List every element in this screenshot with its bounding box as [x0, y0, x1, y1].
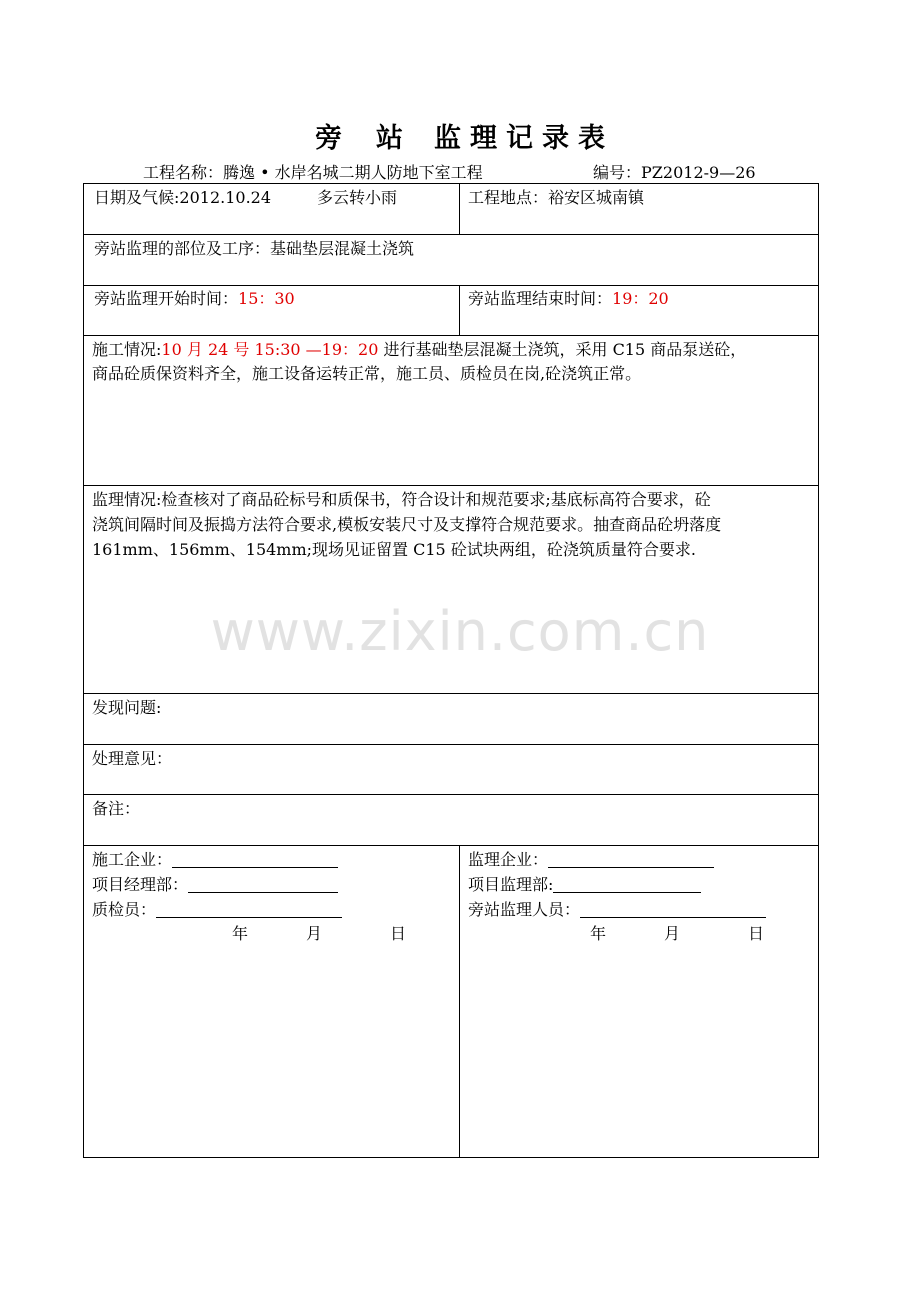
- end-time-label: 旁站监理结束时间：: [468, 289, 613, 308]
- title-char: 记: [506, 123, 533, 154]
- record-number: [593, 160, 756, 183]
- supervision-text: 检查核对了商品砼标号和质保书，符合设计和规范要求;基底标高符合要求，砼: [161, 490, 711, 509]
- supervision-label: 监理情况:: [92, 490, 162, 509]
- date-value: 2012.10.24: [179, 188, 272, 207]
- record-number-value: PZ2012-9—26: [641, 163, 756, 182]
- year-label: 年: [232, 924, 249, 943]
- watermark: www.zixin.com.cn: [210, 600, 710, 663]
- project-name-label: 工程名称：: [143, 163, 224, 182]
- column-divider: [459, 845, 460, 1158]
- signature-line[interactable]: [580, 899, 766, 918]
- problems-label: 发现问题:: [92, 698, 162, 717]
- quality-inspector-label: 质检员：: [92, 900, 157, 919]
- table-divider: [84, 335, 818, 336]
- record-number-label: 编号：: [593, 163, 642, 182]
- title-char: 监: [434, 123, 461, 154]
- month-label: 月: [306, 924, 323, 943]
- day-label: 日: [748, 924, 765, 943]
- site-supervisor-label: 旁站监理人员：: [468, 900, 581, 919]
- project-supervision-dept-label: 项目监理部:: [468, 875, 554, 894]
- table-divider: [84, 744, 818, 745]
- table-divider: [84, 485, 818, 486]
- signature-line[interactable]: [188, 874, 338, 893]
- project-location: [468, 185, 644, 211]
- supervision-part-label: 旁站监理的部位及工序：: [94, 239, 271, 258]
- left-date: [232, 921, 406, 944]
- signature-line[interactable]: [548, 849, 714, 868]
- day-label: 日: [390, 924, 407, 943]
- title-char: 表: [578, 123, 605, 154]
- supervision-line-1: [92, 487, 711, 513]
- table-divider: [84, 794, 818, 795]
- record-table: [83, 183, 819, 1158]
- project-name-value: 腾逸 • 水岸名城二期人防地下室工程: [223, 163, 483, 182]
- supervision-part-value: 基础垫层混凝土浇筑: [270, 239, 415, 258]
- location-label: 工程地点：: [468, 188, 549, 207]
- project-supervision-dept: [468, 872, 701, 898]
- title-char: 站: [376, 123, 403, 154]
- start-time-value: 15：30: [238, 289, 295, 308]
- start-time: [94, 286, 295, 312]
- end-time-value: 19：20: [612, 289, 669, 308]
- construction-text: 进行基础垫层混凝土浇筑，采用 C15 商品泵送砼，: [378, 340, 747, 359]
- year-label: 年: [590, 924, 607, 943]
- construction-line-2: 商品砼质保资料齐全，施工设备运转正常，施工员、质检员在岗,砼浇筑正常。: [92, 364, 642, 383]
- title-char: 理: [470, 123, 497, 154]
- location-value: 裕安区城南镇: [548, 188, 645, 207]
- signature-line[interactable]: [172, 849, 338, 868]
- project-name-line: [143, 160, 483, 183]
- supervision-part: [94, 236, 414, 262]
- date-weather: [94, 185, 397, 211]
- project-manager-dept: [92, 872, 338, 898]
- supervision-company-label: 监理企业：: [468, 850, 549, 869]
- table-divider: [84, 234, 818, 235]
- column-divider: [459, 285, 460, 335]
- construction-company: [92, 847, 338, 873]
- supervision-line-2: 浇筑间隔时间及振捣方法符合要求,模板安装尺寸及支撑符合规范要求。抽查商品砼坍落度: [92, 515, 722, 534]
- signature-line[interactable]: [156, 899, 342, 918]
- weather-value: 多云转小雨: [317, 188, 398, 207]
- project-manager-dept-label: 项目经理部：: [92, 875, 189, 894]
- supervision-company: [468, 847, 714, 873]
- supervision-line-3: 161mm、156mm、154mm;现场见证留置 C15 砼试块两组，砼浇筑质量符合要求.: [92, 540, 696, 559]
- end-time: [468, 286, 669, 312]
- start-time-label: 旁站监理开始时间：: [94, 289, 239, 308]
- table-divider: [84, 693, 818, 694]
- construction-time: 10 月 24 号 15:30 —19：20: [161, 340, 379, 359]
- document-title: [0, 116, 920, 155]
- construction-company-label: 施工企业：: [92, 850, 173, 869]
- construction-line-1: [92, 337, 746, 363]
- handling-label: 处理意见：: [92, 749, 173, 768]
- site-supervisor: [468, 897, 766, 923]
- quality-inspector: [92, 897, 342, 923]
- date-weather-label: 日期及气候:: [94, 188, 180, 207]
- title-char: 旁: [315, 123, 342, 154]
- remarks-label: 备注：: [92, 799, 141, 818]
- column-divider: [459, 184, 460, 234]
- right-date: [590, 921, 764, 944]
- table-divider: [84, 845, 818, 846]
- title-char: 录: [542, 123, 569, 154]
- month-label: 月: [664, 924, 681, 943]
- signature-line[interactable]: [553, 874, 701, 893]
- construction-label: 施工情况:: [92, 340, 162, 359]
